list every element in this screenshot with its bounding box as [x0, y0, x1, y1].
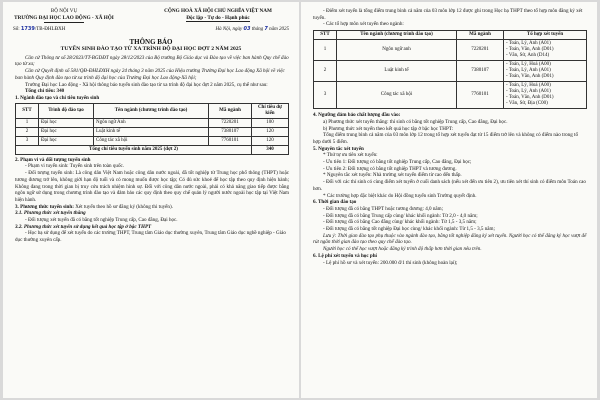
section1-heading: 1. Ngành đào tạo và chỉ tiêu tuyển sinh: [15, 95, 100, 101]
th-major: Tên ngành (chương trình đào tạo): [337, 31, 457, 40]
doc-subtitle: TUYỂN SINH ĐÀO TẠO TỪ XA TRÌNH ĐỘ ĐẠI HỌC ĐỢT 2 NĂM 2025: [60, 45, 242, 52]
date-month-label: tháng: [251, 26, 264, 32]
section2-heading: 2. Phạm vi và đối tượng tuyển sinh: [15, 156, 91, 163]
cell-combos: [504, 61, 587, 82]
th-level: Trình độ đào tạo: [39, 103, 94, 118]
section32-text: - Học bạ sử dụng để xét tuyển do các trường THPT, Trung tâm Giáo dục thường xuyên, Trung tâm Giáo dục nghề nghiệp - Giáo dục thường xuyên cấp.: [15, 230, 286, 244]
cell-major: Luật kinh tế: [337, 61, 457, 82]
cell-major: Luật kinh tế: [94, 127, 209, 136]
cell-stt: 3: [16, 136, 39, 145]
date-year: năm 2025: [269, 26, 289, 32]
tie-break-rule: - Đối với các thí sinh có cùng điểm xét tuyển ở cuối danh sách (nếu xét đến ưu tiên 2), ưu tiên xét thí sinh có điểm môn Toán cao hơn.: [313, 179, 586, 192]
th-combos: Tổ hợp xét tuyển: [504, 31, 587, 40]
cell-code: 7220201: [209, 118, 252, 127]
section5-heading: 5. Nguyên tắc xét tuyển: [313, 145, 364, 152]
th-quota: Chỉ tiêu dự kiến: [252, 103, 289, 118]
page-left: [3, 2, 299, 398]
doc-number-handwritten: 1739: [20, 25, 35, 32]
cell-level: Đại học: [39, 136, 94, 145]
table-row: [16, 118, 289, 127]
cell-quota: 120: [252, 127, 289, 136]
combo-item: - Toán, Văn, Anh (D01): [506, 95, 554, 101]
date-prefix: Hà Nội, ngày: [215, 26, 243, 32]
date-month: 7: [264, 25, 268, 32]
cell-code: 7380107: [457, 61, 504, 82]
university-name: TRƯỜNG ĐẠI HỌC LAO ĐỘNG - XÃ HỘI: [14, 14, 114, 21]
cell-code: 7380107: [209, 127, 252, 136]
right-body: [301, 2, 597, 266]
application-fee: - Lệ phí hồ sơ và xét tuyển: 200.000 đ/1 thí sinh (không hoàn lại);: [323, 259, 458, 266]
doc-meta-row: [3, 24, 299, 32]
scope-text: - Phạm vi tuyển sinh: Tuyển sinh trên toàn quốc.: [25, 163, 125, 170]
section4a: a) Phương thức xét tuyển thẳng: thí sinh có bằng tốt nghiệp Trung cấp, Cao đẳng, Đại học.: [323, 118, 508, 125]
cell-stt: 3: [314, 82, 337, 109]
th-code: Mã ngành: [457, 31, 504, 40]
section4b: b) Phương thức xét tuyển theo kết quả học tập ở bậc học THPT:: [323, 125, 454, 132]
doc-number: [13, 26, 65, 32]
th-major: Tên ngành (chương trình đào tạo): [94, 103, 209, 118]
cell-major: Công tác xã hội: [337, 82, 457, 109]
cell-stt: 1: [314, 40, 337, 61]
basis-1: Căn cứ Thông tư số 28/2023/TT-BGDĐT ngày 28/12/2023 của Bộ trưởng Bộ Giáo dục và Đào tạo về việc ban hành Quy chế đào tạo từ xa;: [15, 54, 289, 68]
th-stt: STT: [16, 103, 39, 118]
cell-code: 7760101: [209, 136, 252, 145]
cell-level: Đại học: [39, 127, 94, 136]
cell-combos: [504, 40, 587, 61]
doc-number-suffix: /TB-ĐHLĐXH: [34, 26, 66, 32]
letterhead: [3, 2, 299, 24]
section3-heading-rest: Xét tuyển theo hồ sơ đăng ký (không thi tuyển).: [75, 203, 173, 210]
combo-item: - Toán, Lý, Hoá (A00): [506, 62, 551, 68]
section4b-text: Tổng điểm trung bình cả năm của 03 môn lớp 12 trong tổ hợp xét tuyển đạt từ 15 điểm trở lên và không có điểm nào trong tổ hợp dưới 5 điểm.: [313, 132, 579, 145]
cell-major: Công tác xã hội: [94, 136, 209, 145]
majors-quota-table: [15, 103, 289, 155]
doc-title: THÔNG BÁO: [129, 37, 173, 46]
section6-heading: 6. Thời gian đào tạo: [313, 199, 357, 206]
table-row: [314, 40, 587, 61]
cell-stt: 1: [16, 118, 39, 127]
duration-extra: Người học có thể học vượt hoặc đăng ký trình độ thấp hơn thời gian nêu trên.: [323, 246, 482, 253]
total-quota: Tổng chỉ tiêu: 340: [25, 88, 65, 95]
doc-number-label: Số:: [13, 26, 20, 32]
intro-text: Trường Đại học Lao động - Xã hội thông báo tuyển sinh đào tạo từ xa trình độ đại học đợt 2 năm 2025, cụ thể như sau:: [25, 81, 268, 88]
section4-heading: 4. Ngưỡng đảm bảo chất lượng đầu vào:: [313, 112, 401, 119]
cell-stt: 2: [16, 127, 39, 136]
combo-item: - Toán, Lý, Anh (A01): [506, 41, 551, 47]
score-rule: - Điểm xét tuyển là tổng điểm trung bình cả năm của 03 môn lớp 12 được ghi trong Học bạ THPT theo tổ hợp môn đăng ký xét tuyển.: [313, 8, 583, 21]
cell-code: 7760101: [457, 82, 504, 109]
table-row: [16, 136, 289, 145]
duration-thpt: - Đối tượng đã có bằng THPT hoặc tương đương: 4,0 năm;: [323, 205, 444, 212]
ministry-name: BỘ NỘI VỤ: [50, 8, 78, 14]
subject-combo-table: [313, 30, 587, 109]
table-row: [16, 127, 289, 136]
left-body: [3, 55, 299, 244]
combo-item: - Văn, Sử, Anh (D14): [506, 53, 550, 59]
cell-code: 7220201: [457, 40, 504, 61]
section7-heading: 6. Lệ phí xét tuyển và học phí: [313, 252, 377, 259]
basis-2: Căn cứ Quyết định số 581/QĐ-ĐHLĐXH ngày 24 tháng 3 năm 2025 của Hiệu trưởng Trường Đại học Lao động Xã hội về việc ban hành Quy định đào tạo từ xa trình độ đại học của Trường Đại học Lao động-Xã hội;: [15, 68, 285, 81]
table-row: [314, 61, 587, 82]
cell-level: Đại học: [39, 118, 94, 127]
nation-name: CỘNG HOÀ XÃ HỘI CHỦ NGHĨA VIỆT NAM: [164, 8, 272, 14]
table-total-row: [16, 145, 289, 154]
section31-text: - Đối tượng xét tuyển đã có bằng tốt nghiệp Trung cấp, Cao đẳng, Đại học.: [25, 217, 178, 224]
priority-1: - Ưu tiên 1: Đối tượng có bằng tốt nghiệp Trung cấp, Cao đẳng, Đại học;: [323, 159, 472, 166]
priority-2: - Ưu tiên 2: Đối tượng có bằng tốt nghiệp THPT và tương đương.: [323, 165, 457, 172]
doc-date: [215, 26, 289, 32]
total-label: Tổng chỉ tiêu tuyển sinh năm 2025 (đợt 2): [16, 145, 252, 154]
combo-item: - Toán, Lý, Anh (A01): [506, 68, 551, 74]
combo-item: - Toán, Văn, Anh (D01): [506, 74, 554, 80]
duration-dai-hoc: - Đối tượng đã có bằng tốt nghiệp Đại học cùng/ khác khối ngành: Từ 1,5 - 3,5 năm;: [323, 226, 495, 233]
cell-quota: 120: [252, 136, 289, 145]
combo-item: - Toán, Lý, Anh (A01): [506, 89, 551, 95]
cell-quota: 100: [252, 118, 289, 127]
duration-note: Lưu ý: Thời gian đào tạo phụ thuộc vào ngành đào tạo, bằng tốt nghiệp đăng ký xét tuyển. Người học có thể đăng ký học vượt để rút ngắn thời gian đào tạo theo quy chế đào tạo.: [313, 232, 587, 246]
cell-combos: [504, 82, 587, 109]
priority-order: * Thứ tự ưu tiên xét tuyển:: [323, 152, 378, 159]
section3-heading-bold: 3. Phương thức tuyển sinh:: [15, 203, 74, 210]
th-stt: STT: [314, 31, 337, 40]
duration-cao-dang: - Đối tượng đã có bằng Cao đẳng cùng/ khác khối ngành: Từ 1,5 - 3,5 năm;: [323, 219, 477, 226]
duration-trung-cap: - Đối tượng đã có bằng Trung cấp cùng/ khác khối ngành: Từ 2,0 - 4,0 năm;: [323, 212, 478, 219]
cell-major: Ngôn ngữ anh: [337, 40, 457, 61]
cell-major: Ngôn ngữ Anh: [94, 118, 209, 127]
cell-stt: 2: [314, 61, 337, 82]
special-cases: * Các trường hợp đặc biệt khác do Hội đồng tuyển sinh Trường quyết định.: [323, 192, 477, 199]
page-right: [301, 2, 597, 398]
subjects-text: - Đối tượng tuyển sinh: Là công dân Việt Nam hoặc công dân nước ngoài, đã tốt nghiệp từ Trung học phổ thông (THPT) hoặc tương đương trở lên, không giới hạn độ tuổi và có mong muốn được học tập; Có đủ sức khoẻ để học tập theo quy định hiện hành; Không đang trong thời gian bị truy cứu trách nhiệm hình sự. Đối với công dân nước ngoài, phải có khả năng giao tiếp được bằng ngôn ngữ sử dụng trong chương trình đào tạo và đảm bảo các quy định theo quy chế quản lý người nước ngoài học tập tại Việt Nam hiện hành.: [15, 170, 289, 203]
combo-item: - Văn, Sử, Địa (C00): [506, 101, 548, 107]
total-value: 340: [252, 145, 289, 154]
admission-principle: * Nguyên tắc xét tuyển: Nhà trường xét tuyển điểm từ cao đến thấp.: [323, 172, 462, 179]
combo-item: - Toán, Văn, Anh (D01): [506, 47, 554, 53]
combo-item: - Toán, Lý, Hoá (A00): [506, 83, 551, 89]
motto: Độc lập - Tự do - Hạnh phúc: [186, 14, 250, 21]
combo-intro: - Các tổ hợp môn xét tuyển theo ngành:: [323, 21, 404, 28]
date-day: 03: [243, 25, 251, 32]
table-row: [314, 82, 587, 109]
th-code: Mã ngành: [209, 103, 252, 118]
section32-heading: 3.2. Phương thức xét tuyển sử dụng kết quả học tập ở bậc THPT: [15, 223, 152, 230]
section31-heading: 3.1. Phương thức xét tuyển thẳng: [15, 210, 86, 217]
